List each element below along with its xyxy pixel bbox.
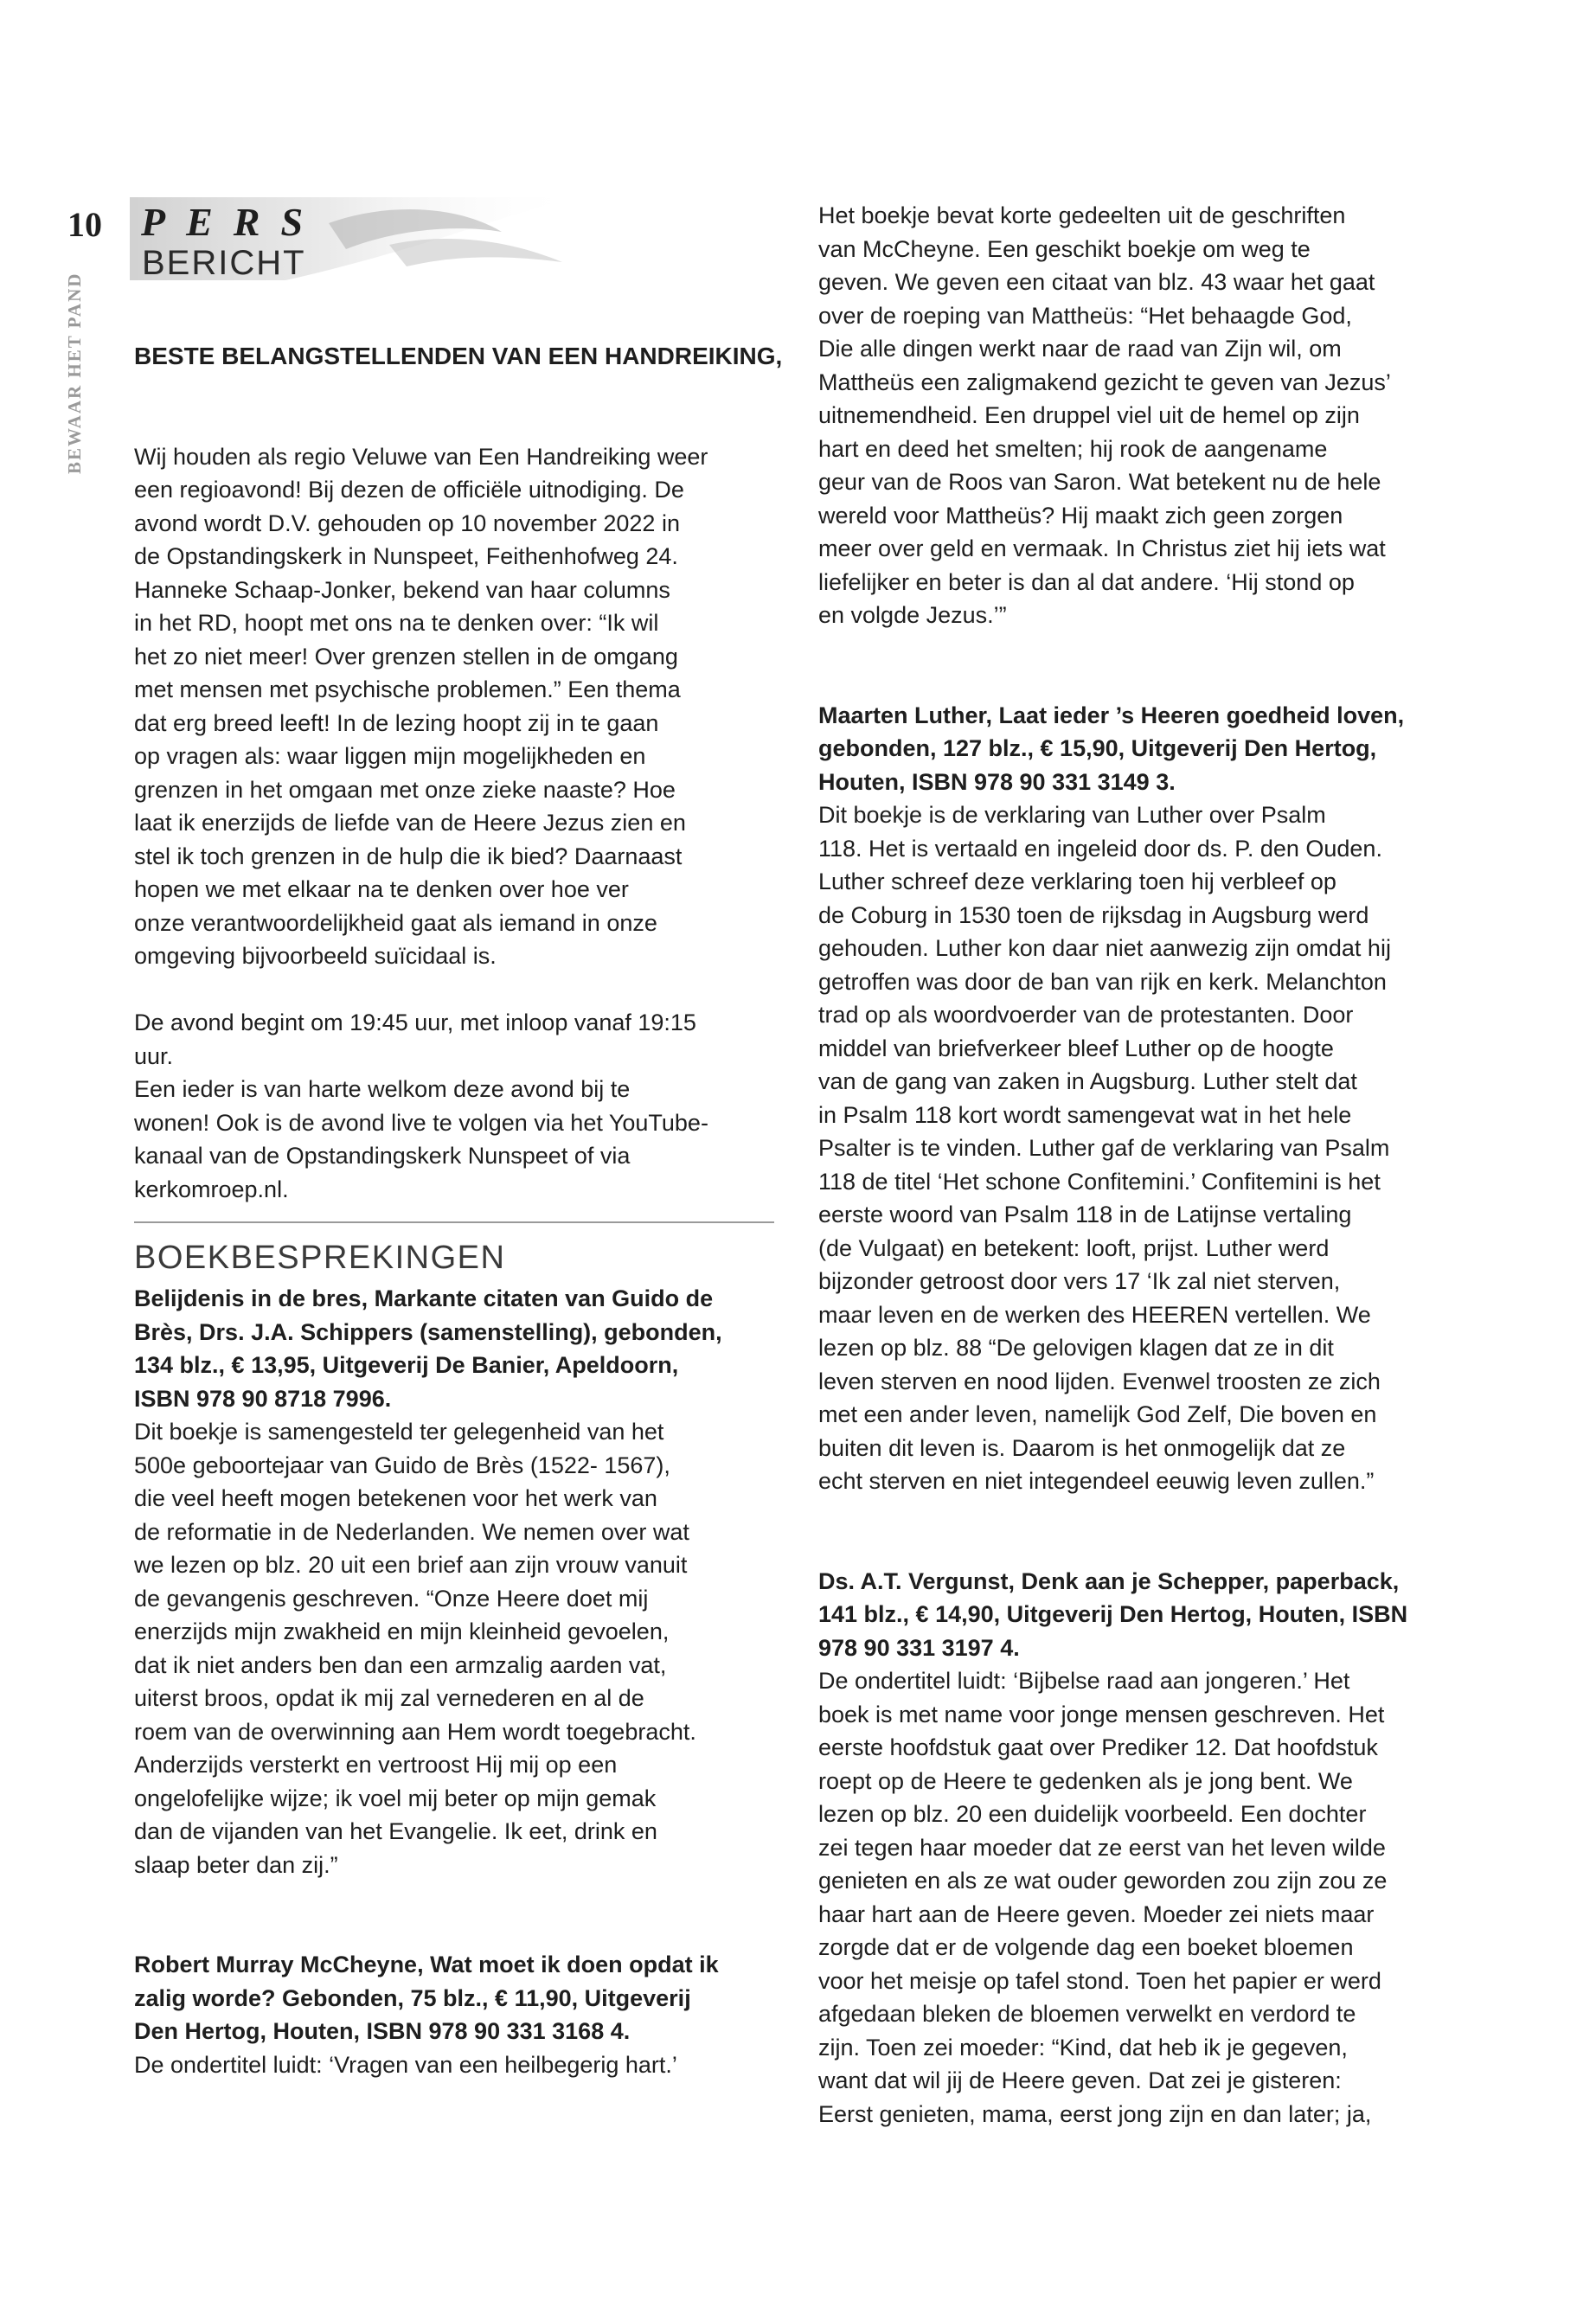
text-line: Psalter is te vinden. Luther gaf de verklaring van Psalm [818, 1135, 1390, 1161]
text-line: zei tegen haar moeder dat ze eerst van het leven wilde [818, 1834, 1386, 1861]
text-line: dat erg breed leeft! In de lezing hoopt zij in te gaan [134, 709, 659, 736]
text-line: we lezen op blz. 20 uit een brief aan zijn vrouw vanuit [134, 1552, 688, 1578]
text-line: stel ik toch grenzen in de hulp die ik bied? Daarnaast [134, 843, 683, 869]
article-heading: BESTE BELANGSTELLENDEN VAN EEN HANDREIKING, [134, 343, 783, 369]
text-line: 978 90 331 3197 4. [818, 1634, 1020, 1661]
text-line: want dat wil jij de Heere geven. Dat zei je gisteren: [818, 2067, 1342, 2093]
text-line: meer over geld en vermaak. In Christus ziet hij iets wat [818, 535, 1386, 561]
text-line: Hanneke Schaap-Jonker, bekend van haar columns [134, 576, 670, 603]
text-line: Anderzijds versterkt en vertroost Hij mij op een [134, 1752, 618, 1778]
intro-text [134, 440, 779, 973]
text-line: wonen! Ook is de avond live te volgen via het YouTube- [134, 1109, 708, 1136]
text-line: over de roeping van Mattheüs: “Het behaagde God, [818, 302, 1352, 329]
text-line: de reformatie in de Nederlanden. We nemen over wat [134, 1518, 689, 1545]
text-line: De avond begint om 19:45 uur, met inloop vanaf 19:15 [134, 1009, 696, 1035]
text-line: ISBN 978 90 8718 7996. [134, 1385, 392, 1412]
text-line: ongelofelijke wijze; ik voel mij beter op mijn gemak [134, 1785, 657, 1811]
text-line: Ds. A.T. Vergunst, Denk aan je Schepper, paperback, [818, 1567, 1400, 1594]
text-line: 500e geboortejaar van Guido de Brès (1522- 1567), [134, 1452, 670, 1478]
review-vergunst [818, 1565, 1476, 2131]
text-line: onze verantwoordelijkheid gaat als iemand in onze [134, 909, 657, 936]
text-line: Mattheüs een zaligmakend gezicht te geven van Jezus’ [818, 369, 1391, 395]
text-line: Wij houden als regio Veluwe van Een Handreiking weer [134, 443, 708, 470]
text-line: zalig worde? Gebonden, 75 blz., € 11,90, Uitgeverij [134, 1984, 691, 2011]
text-line: roem van de overwinning aan Hem wordt toegebracht. [134, 1718, 696, 1745]
text-line: afgedaan bleken de bloemen verwelkt en verdord te [818, 2001, 1356, 2027]
text-line: voor het meisje op tafel stond. Toen het papier er werd [818, 1967, 1381, 1994]
text-line: van McCheyne. Een geschikt boekje om weg te [818, 235, 1311, 262]
text-line: uiterst broos, opdat ik mij zal vernederen en al de [134, 1685, 644, 1711]
text-line: geur van de Roos van Saron. Wat betekent nu de hele [818, 469, 1381, 495]
text-line: lezen op blz. 20 een duidelijk voorbeeld. Een dochter [818, 1801, 1367, 1827]
text-line: echt sterven en niet integendeel eeuwig leven zullen.” [818, 1468, 1375, 1494]
text-line: 118 de titel ‘Het schone Confitemini.’ Confitemini is het [818, 1168, 1381, 1195]
text-line: Een ieder is van harte welkom deze avond bij te [134, 1076, 631, 1102]
text-line: en volgde Jezus.’” [818, 602, 1007, 628]
text-line: Brès, Drs. J.A. Schippers (samenstelling), gebonden, [134, 1318, 722, 1345]
text-line: avond wordt D.V. gehouden op 10 november 2022 in [134, 510, 680, 536]
section-divider [134, 1221, 774, 1223]
text-line: lezen op blz. 88 “De gelovigen klagen dat ze in dit [818, 1335, 1334, 1361]
text-line: liefelijker en beter is dan al dat andere. ‘Hij stond op [818, 568, 1355, 595]
text-line: haar hart aan de Heere geven. Moeder zei niets maar [818, 1900, 1375, 1927]
text-line: getroffen was door de ban van rijk en kerk. Melanchton [818, 968, 1387, 995]
text-line: op vragen als: waar liggen mijn mogelijkheden en [134, 743, 646, 769]
text-line: Die alle dingen werkt naar de raad van Zijn wil, om [818, 336, 1342, 362]
left-column [134, 199, 783, 2081]
text-line: slaap beter dan zij.” [134, 1851, 338, 1878]
review-mccheyne-continued [818, 199, 1476, 632]
text-line: zijn. Toen zei moeder: “Kind, dat heb ik je gegeven, [818, 2034, 1348, 2061]
text-line: uitnemendheid. Een druppel viel uit de hemel op zijn [818, 402, 1360, 428]
text-line: kanaal van de Opstandingskerk Nunspeet of via [134, 1143, 631, 1169]
text-line: in het RD, hoopt met ons na te denken over: “Ik wil [134, 610, 659, 636]
review-belijdenis [134, 1282, 779, 1881]
text-line: enerzijds mijn zwakheid en mijn kleinheid gevoelen, [134, 1618, 670, 1644]
text-line: Eerst genieten, mama, eerst jong zijn en dan later; ja, [818, 2100, 1372, 2127]
text-line: omgeving bijvoorbeeld suïcidaal is. [134, 943, 497, 969]
text-line: trad op als woordvoerder van de protestanten. Door [818, 1002, 1354, 1028]
text-line: grenzen in het omgaan met onze zieke naaste? Hoe [134, 776, 676, 803]
text-line: geven. We geven een citaat van blz. 43 waar het gaat [818, 269, 1375, 295]
text-line: Het boekje bevat korte gedeelten uit de geschriften [818, 202, 1346, 228]
header-bericht: BERICHT [142, 244, 306, 282]
review-luther [818, 699, 1476, 1498]
text-line: hart en deed het smelten; hij rook de aangename [818, 435, 1328, 462]
review-mccheyne [134, 1948, 779, 2081]
text-line: het zo niet meer! Over grenzen stellen in de omgang [134, 643, 678, 670]
page-number: 10 [67, 205, 102, 244]
text-line: Den Hertog, Houten, ISBN 978 90 331 3168 4. [134, 2018, 631, 2044]
text-line: Belijdenis in de bres, Markante citaten van Guido de [134, 1285, 714, 1311]
text-line: maar leven en de werken des HEEREN vertellen. We [818, 1301, 1371, 1328]
text-line: roept op de Heere te gedenken als je jong bent. We [818, 1767, 1353, 1794]
text-line: eerste woord van Psalm 118 in de Latijnse vertaling [818, 1202, 1352, 1227]
text-line: De ondertitel luidt: ‘Vragen van een heilbegerig hart.’ [134, 2051, 677, 2078]
text-line: hopen we met elkaar na te denken over hoe ver [134, 876, 629, 902]
text-line: genieten en als ze wat ouder geworden zou zijn zou ze [818, 1868, 1388, 1894]
text-line: 134 blz., € 13,95, Uitgeverij De Banier, Apeldoorn, [134, 1352, 679, 1378]
text-line: wereld voor Mattheüs? Hij maakt zich geen zorgen [818, 502, 1343, 529]
text-line: bijzonder getroost door vers 17 ‘Ik zal niet sterven, [818, 1268, 1341, 1294]
text-line: uur. [134, 1042, 174, 1069]
text-line: boek is met name voor jonge mensen geschreven. Het [818, 1701, 1385, 1727]
text-line: kerkomroep.nl. [134, 1176, 289, 1202]
event-time-text [134, 1006, 779, 1206]
text-line: leven sterven en nood lijden. Evenwel troosten ze zich [818, 1368, 1381, 1394]
text-line: Maarten Luther, Laat ieder ’s Heeren goedheid loven, [818, 702, 1405, 728]
text-line: De ondertitel luidt: ‘Bijbelse raad aan jongeren.’ Het [818, 1668, 1350, 1694]
text-line: middel van briefverkeer bleef Luther op de hoogte [818, 1035, 1334, 1061]
text-line: laat ik enerzijds de liefde van de Heere Jezus zien en [134, 810, 686, 836]
text-line: Dit boekje is samengesteld ter gelegenheid van het [134, 1419, 664, 1445]
text-line: dan de vijanden van het Evangelie. Ik eet, drink en [134, 1818, 657, 1844]
text-line: 141 blz., € 14,90, Uitgeverij Den Hertog, Houten, ISBN [818, 1601, 1408, 1627]
text-line: Luther schreef deze verklaring toen hij verbleef op [818, 868, 1336, 894]
text-line: eerste hoofdstuk gaat over Prediker 12. Dat hoofdstuk [818, 1734, 1378, 1760]
text-line: in Psalm 118 kort wordt samengevat wat in het hele [818, 1101, 1352, 1128]
text-line: dat ik niet anders ben dan een armzalig aarden vat, [134, 1651, 667, 1678]
text-line: de gevangenis geschreven. “Onze Heere doet mij [134, 1585, 649, 1612]
text-line: Houten, ISBN 978 90 331 3149 3. [818, 768, 1176, 795]
section-title: BOEKBESPREKINGEN [134, 1240, 506, 1276]
text-line: met een ander leven, namelijk God Zelf, Die boven en [818, 1401, 1377, 1427]
text-line: met mensen met psychische problemen.” Een thema [134, 676, 681, 702]
text-line: gehouden. Luther kon daar niet aanwezig zijn omdat hij [818, 935, 1391, 961]
right-column [818, 199, 1476, 2131]
text-line: die veel heeft mogen betekenen voor het werk van [134, 1485, 657, 1511]
text-line: de Opstandingskerk in Nunspeet, Feithenhofweg 24. [134, 543, 678, 569]
header-pers: PERS [141, 200, 324, 244]
text-line: zorgde dat er de volgende dag een boeket bloemen [818, 1934, 1354, 1960]
text-line: Robert Murray McCheyne, Wat moet ik doen opdat ik [134, 1952, 719, 1977]
side-label: BEWAAR HET PAND [64, 272, 85, 474]
text-line: 118. Het is vertaald en ingeleid door ds. P. den Ouden. [818, 835, 1382, 862]
text-line: (de Vulgaat) en betekent: looft, prijst. Luther werd [818, 1234, 1330, 1261]
text-line: de Coburg in 1530 toen de rijksdag in Augsburg werd [818, 901, 1369, 928]
text-line: buiten dit leven is. Daarom is het onmogelijk dat ze [818, 1434, 1346, 1461]
text-line: gebonden, 127 blz., € 15,90, Uitgeverij Den Hertog, [818, 735, 1377, 761]
text-line: een regioavond! Bij dezen de officiële uitnodiging. De [134, 477, 684, 503]
text-line: van de gang van zaken in Augsburg. Luther stelt dat [818, 1068, 1357, 1094]
text-line: Dit boekje is de verklaring van Luther over Psalm [818, 802, 1326, 828]
